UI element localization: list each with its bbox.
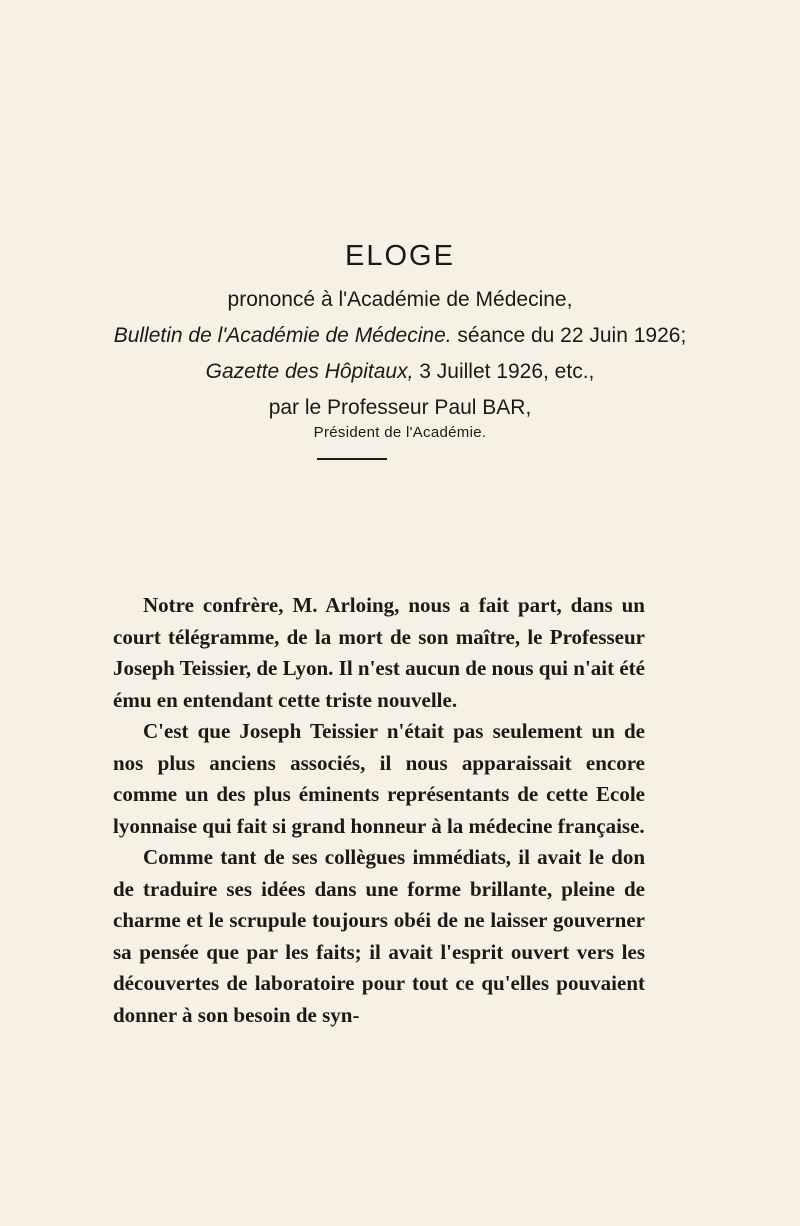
bulletin-reference: Bulletin de l'Académie de Médecine.	[113, 324, 452, 347]
body-text	[113, 590, 645, 1031]
page-title: ELOGE	[345, 240, 455, 272]
divider-rule	[317, 458, 387, 460]
paragraph-2: C'est que Joseph Teissier n'était pas seulement un de nos plus anciens associés, il nous apparaissait encore comme un des plus éminents représentants de cette Ecole lyonnaise qui fait si grand honneur à la médecine française.	[113, 719, 645, 838]
paragraph-1: Notre confrère, M. Arloing, nous a fait part, dans un court télégramme, de la mort de son maître, le Professeur Joseph Teissier, de Lyon. Il n'est aucun de nous qui n'ait été ému en entendant cette triste nouvelle.	[113, 593, 645, 712]
gazette-date: 3 Juillet 1926, etc.,	[413, 360, 595, 383]
subtitle-line-3	[0, 361, 800, 382]
author-line: par le Professeur Paul BAR,	[268, 396, 532, 419]
author-title: Président de l'Académie.	[313, 424, 487, 441]
session-date: séance du 22 Juin 1926;	[451, 324, 687, 347]
paragraph-3: Comme tant de ses collègues immédiats, il avait le don de traduire ses idées dans une forme brillante, pleine de charme et le scrupule toujours obéi de ne laisser gouverner sa pensée que par les faits; il avait l'esprit ouvert vers les découvertes de laboratoire pour tout ce qu'elles pouvaient donner à son besoin de syn-	[113, 845, 645, 1027]
subtitle-line-2	[0, 325, 800, 346]
subtitle-line-1: prononcé à l'Académie de Médecine,	[227, 288, 573, 311]
gazette-reference: Gazette des Hôpitaux,	[205, 360, 414, 383]
